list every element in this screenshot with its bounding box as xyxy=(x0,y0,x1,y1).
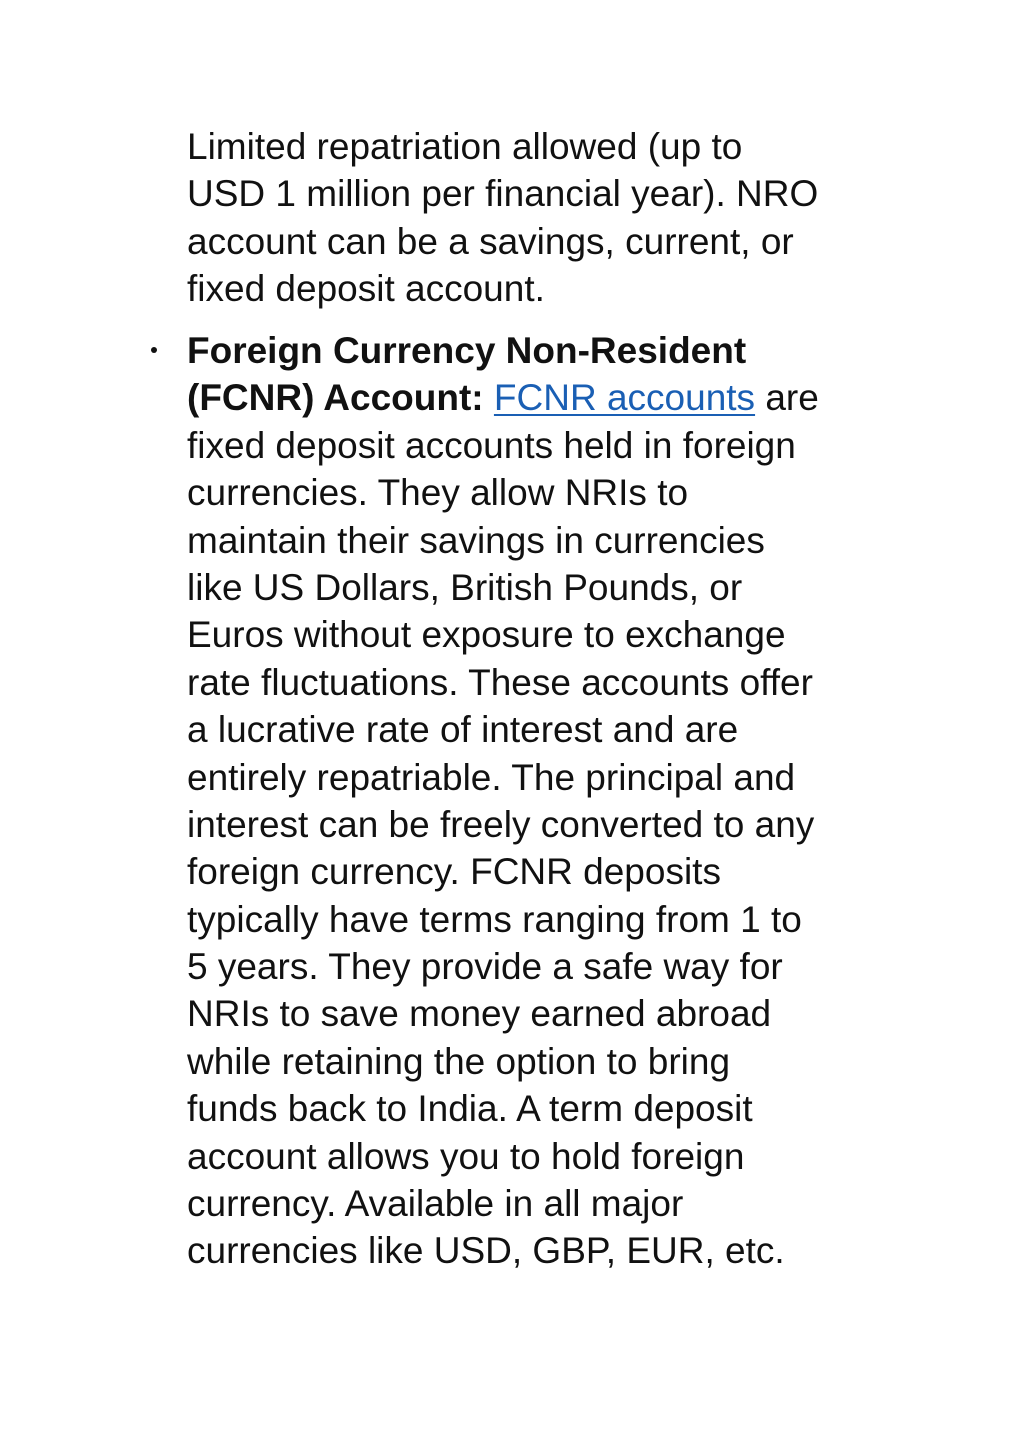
text-line: USD 1 million per financial year). NRO xyxy=(187,173,819,215)
text-line: rate fluctuations. These accounts offer xyxy=(187,661,813,703)
text-line: Limited repatriation allowed (up to xyxy=(187,126,743,167)
text-line: entirely repatriable. The principal and xyxy=(187,756,796,798)
text-line: while retaining the option to bring xyxy=(187,1040,731,1082)
text-line: typically have terms ranging from 1 to xyxy=(187,898,802,940)
text-fragment: are xyxy=(755,377,819,419)
text-line: account can be a savings, current, or xyxy=(187,220,794,262)
fcnr-heading-line: Foreign Currency Non-Resident xyxy=(187,330,747,371)
text-line: fixed deposit account. xyxy=(187,268,545,310)
fcnr-heading-link-line xyxy=(187,374,819,421)
nro-continuation-paragraph xyxy=(187,123,818,313)
text-line: interest can be freely converted to any xyxy=(187,803,815,845)
text-line: account allows you to hold foreign xyxy=(187,1135,745,1177)
bullet-dot-icon xyxy=(151,347,157,353)
text-line: funds back to India. A term deposit xyxy=(187,1088,753,1130)
text-line: NRIs to save money earned abroad xyxy=(187,993,772,1035)
text-line: like US Dollars, British Pounds, or xyxy=(187,566,743,608)
text-line: Euros without exposure to exchange xyxy=(187,614,786,656)
fcnr-list-item xyxy=(187,327,819,1275)
text-line: fixed deposit accounts held in foreign xyxy=(187,424,796,466)
text-line: maintain their savings in currencies xyxy=(187,519,765,561)
text-line: 5 years. They provide a safe way for xyxy=(187,946,783,988)
text-line: currency. Available in all major xyxy=(187,1183,684,1225)
fcnr-accounts-link[interactable]: FCNR accounts xyxy=(493,377,756,419)
text-line: a lucrative rate of interest and are xyxy=(187,709,739,751)
text-line: currencies like USD, GBP, EUR, etc. xyxy=(187,1230,785,1272)
fcnr-heading-label: (FCNR) Account: xyxy=(187,377,484,419)
text-line: currencies. They allow NRIs to xyxy=(187,472,689,514)
text-line: foreign currency. FCNR deposits xyxy=(187,851,721,893)
